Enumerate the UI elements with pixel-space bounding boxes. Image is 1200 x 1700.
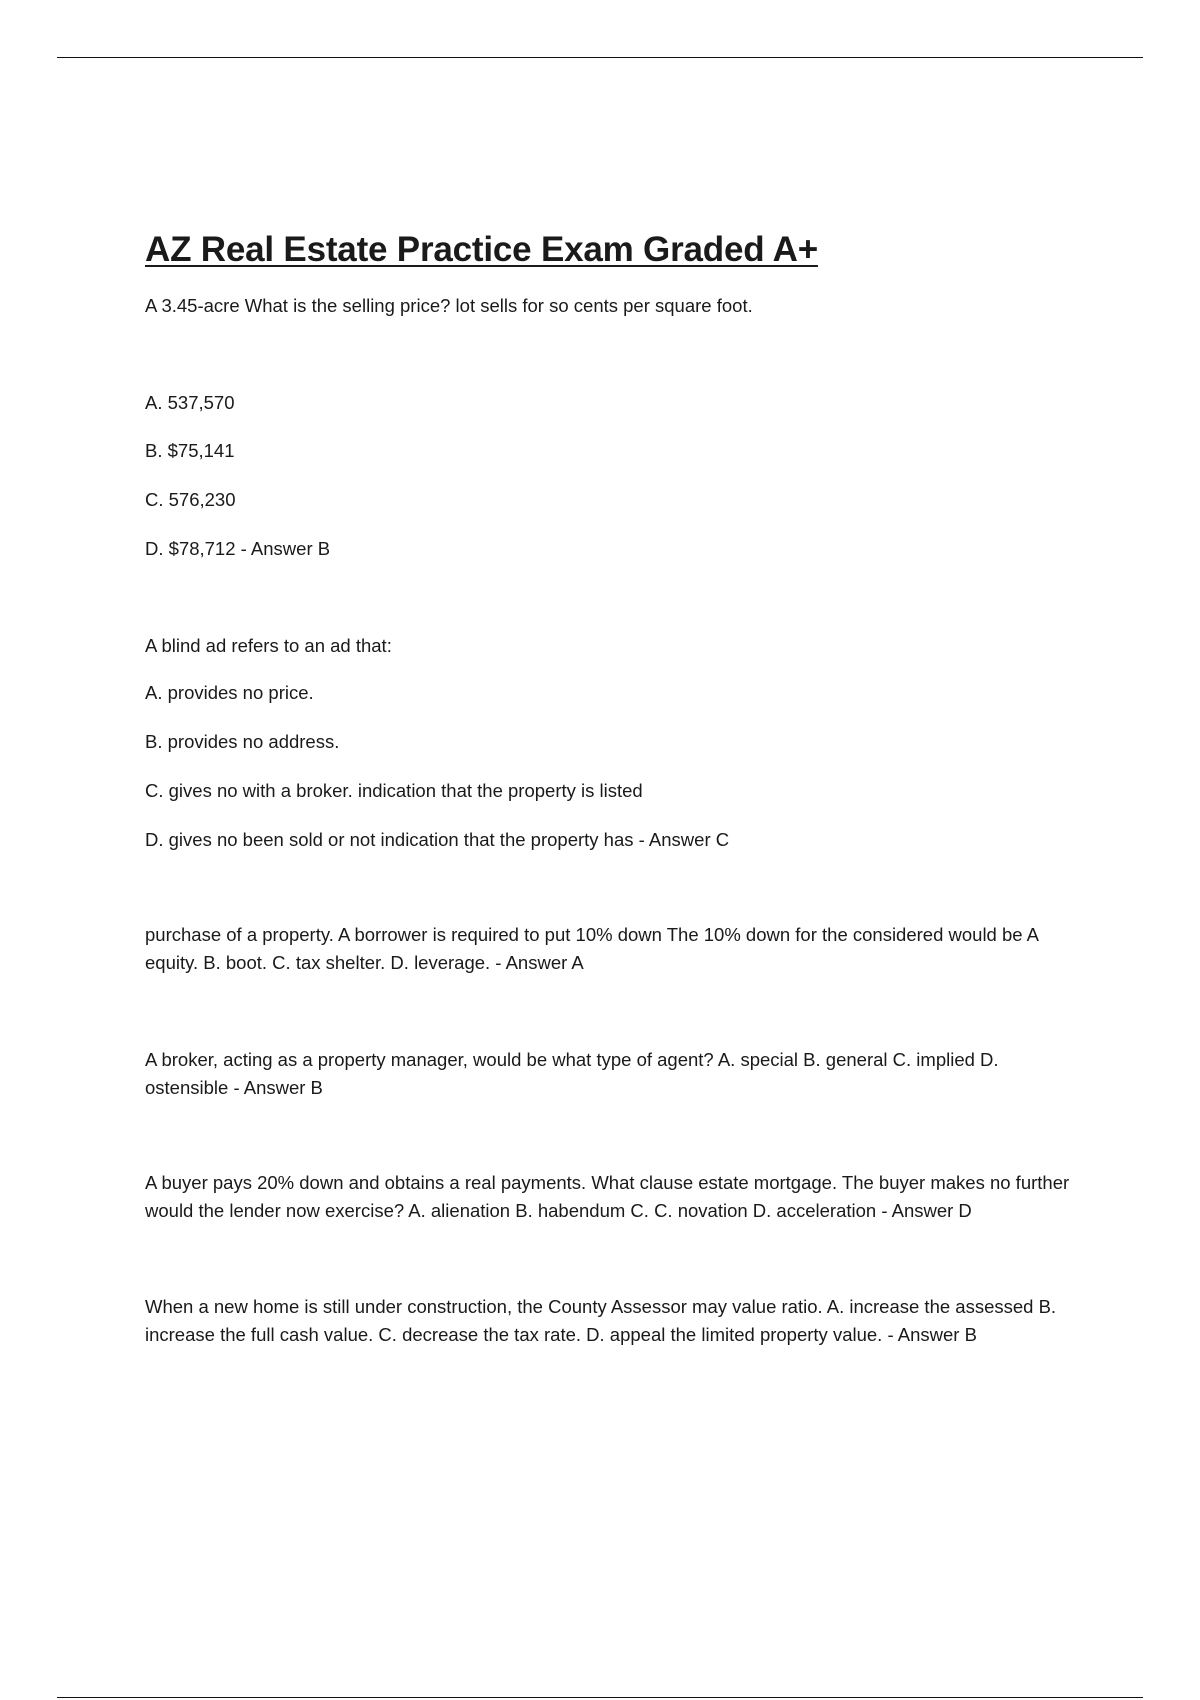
question-1-option-c: C. 576,230 [145,489,236,510]
question-3-paragraph: purchase of a property. A borrower is required to put 10% down The 10% down for the considered would be A equity. B. boot. C. tax shelter. D. leverage. - Answer A [145,924,1039,973]
document-body [145,226,1085,1349]
question-2-option-c: C. gives no with a broker. indication that the property is listed [145,780,643,801]
question-2-option-a: A. provides no price. [145,682,314,703]
document-title: AZ Real Estate Practice Exam Graded A+ [145,230,818,269]
footer-rule [57,1697,1143,1698]
header-rule [57,57,1143,58]
question-6-paragraph: When a new home is still under construction, the County Assessor may value ratio. A. increase the assessed B. increase the full cash value. C. decrease the tax rate. D. appeal the limited property value. - Answer B [145,1296,1057,1345]
question-1-option-a: A. 537,570 [145,392,235,413]
question-1-stem: A 3.45-acre What is the selling price? lot sells for so cents per square foot. [145,295,753,316]
question-1-option-b: B. $75,141 [145,440,235,461]
question-2-stem: A blind ad refers to an ad that: [145,635,392,656]
question-4-paragraph: A broker, acting as a property manager, would be what type of agent? A. special B. general C. implied D. ostensible - Answer B [145,1049,999,1098]
question-5-paragraph: A buyer pays 20% down and obtains a real payments. What clause estate mortgage. The buyer makes no further would the lender now exercise? A. alienation B. habendum C. C. novation D. acceleration - Answer D [145,1172,1070,1221]
question-2-option-b: B. provides no address. [145,731,340,752]
question-1-option-d: D. $78,712 - Answer B [145,538,331,559]
question-2-option-d: D. gives no been sold or not indication that the property has - Answer C [145,829,730,850]
